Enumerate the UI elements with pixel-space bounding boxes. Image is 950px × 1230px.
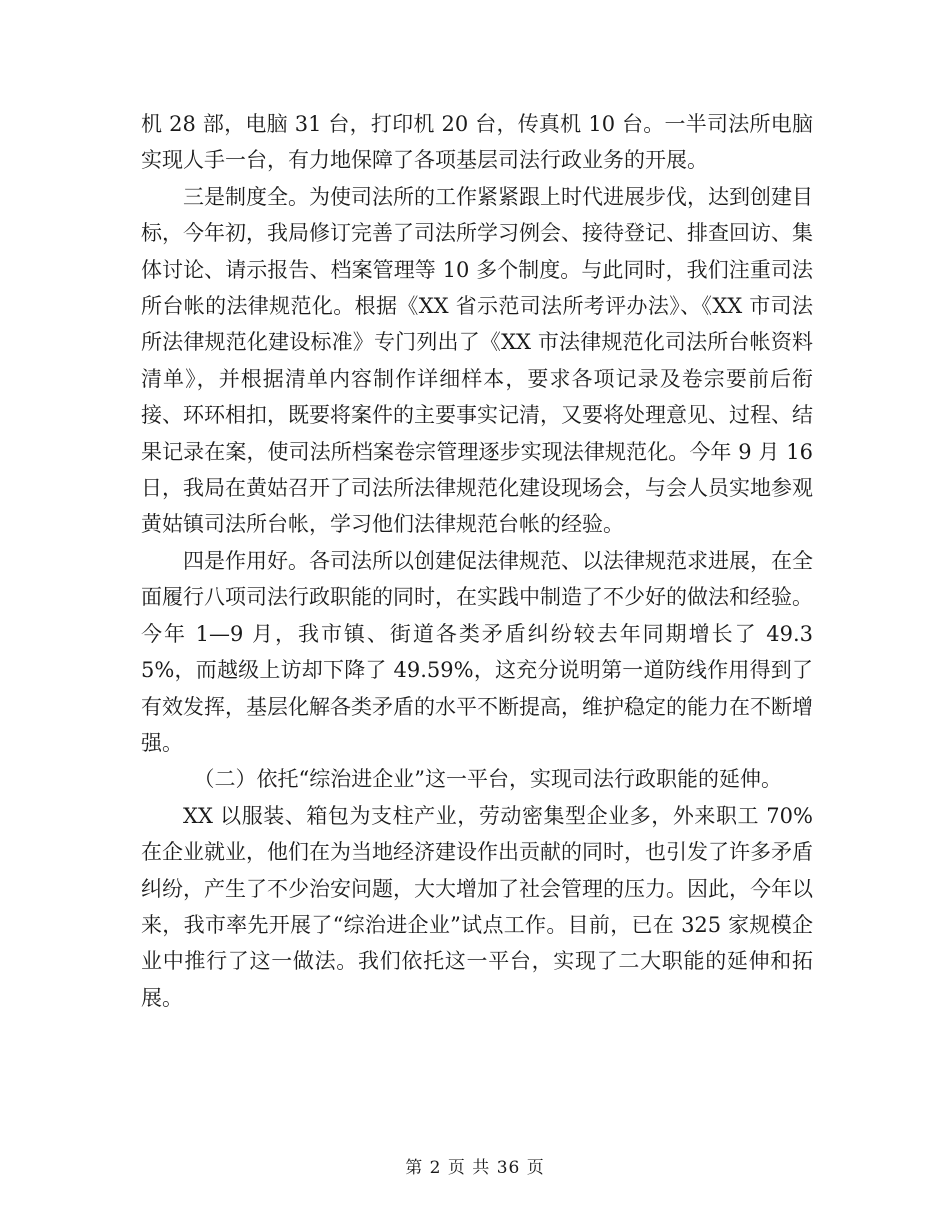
- paragraph-equipment-summary: 机 28 部，电脑 31 台，打印机 20 台，传真机 10 台。一半司法所电脑实现人手一台，有力地保障了各项基层司法行政业务的开展。: [141, 112, 813, 173]
- paragraph-system-complete: 三是制度全。为使司法所的工作紧紧跟上时代进展步伐，达到创建目标，今年初，我局修订完善了司法所学习例会、接待登记、排查回访、集体讨论、请示报告、档案管理等 10 多个制度。与此同时，我们注重司法所台帐的法律规范化。根据《XX 省示范司法所考评办法》、《XX 市司法所法律规范化建设标准》专门列出了《XX 市法律规范化司法所台帐资料清单》，并根据清单内容制作详细样本，要求各项记录及卷宗要前后衔接、环环相扣，既要将案件的主要事实记清，又要将处理意见、过程、结果记录在案，使司法所档案卷宗管理逐步实现法律规范化。今年 9 月 16 日，我局在黄姑召开了司法所法律规范化建设现场会，与会人员实地参观黄姑镇司法所台帐，学习他们法律规范台帐的经验。: [141, 184, 813, 537]
- paragraph-good-effect: 四是作用好。各司法所以创建促法律规范、以法律规范求进展，在全面履行八项司法行政职能的同时，在实践中制造了不少好的做法和经验。今年 1—9 月，我市镇、街道各类矛盾纠纷较去年同期增长了 49.35%，而越级上访却下降了 49.59%，这充分说明第一道防线作用得到了有效发挥，基层化解各类矛盾的水平不断提高，维护稳定的能力在不断增强。: [141, 548, 813, 755]
- paragraph-enterprise-background: XX 以服装、箱包为支柱产业，劳动密集型企业多，外来职工 70% 在企业就业，他们在为当地经济建设作出贡献的同时，也引发了许多矛盾纠纷，产生了不少治安问题，大大增加了社会管理的压力。因此，今年以来，我市率先开展了“综治进企业”试点工作。目前，已在 325 家规模企业中推行了这一做法。我们依托这一平台，实现了二大职能的延伸和拓展。: [141, 803, 813, 1010]
- document-body: [141, 106, 813, 1016]
- page-number-footer: 第 2 页 共 36 页: [405, 1158, 545, 1178]
- section-heading-enterprise-platform: （二）依托“综治进企业”这一平台，实现司法行政职能的延伸。: [193, 767, 782, 792]
